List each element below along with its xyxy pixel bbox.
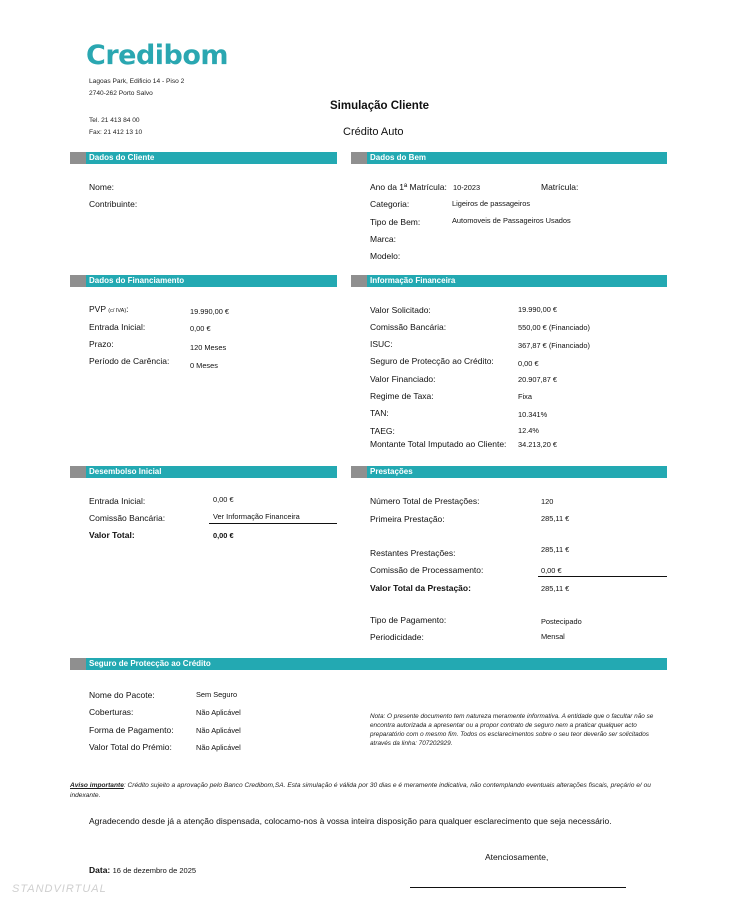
info-row-value: Fixa bbox=[518, 392, 532, 401]
seguro-forma-value: Não Aplicável bbox=[196, 726, 241, 735]
seguro-note: Nota: O presente documento tem natureza meramente informativa. A entidade que o facultar não se encontra autorizada a apresentar ou a propor contrato de seguro nem a praticar qualquer acto preparatório com o mesmo fim. Todos os esclarecimentos sobre o seu teor deverão ser solicitados através da linha: 707202929. bbox=[370, 713, 654, 747]
desembolso-comissao-label: Comissão Bancária: bbox=[89, 513, 166, 523]
prest-primeira-label: Primeira Prestação: bbox=[370, 514, 445, 524]
prest-num-value: 120 bbox=[541, 497, 554, 506]
prazo-label: Prazo: bbox=[89, 339, 114, 349]
prest-primeira-value: 285,11 € bbox=[541, 514, 570, 523]
section-header-financiamento: Dados do Financiamento bbox=[70, 275, 337, 287]
prestacoes-divider bbox=[538, 576, 667, 577]
desembolso-divider bbox=[209, 523, 337, 524]
info-row-label: Comissão Bancária: bbox=[370, 322, 447, 332]
company-address-line1: Lagoas Park, Edificio 14 - Piso 2 bbox=[89, 78, 185, 85]
info-row-value: 12.4% bbox=[518, 426, 539, 435]
info-row-label: TAEG: bbox=[370, 426, 395, 436]
info-row-value: 0,00 € bbox=[518, 359, 539, 368]
company-tel: Tel. 21 413 84 00 bbox=[89, 117, 140, 124]
cliente-nome-label: Nome: bbox=[89, 182, 115, 192]
bem-modelo-label: Modelo: bbox=[370, 251, 401, 261]
seguro-coberturas-label: Coberturas: bbox=[89, 707, 134, 717]
bem-categoria-label: Categoria: bbox=[370, 199, 410, 209]
section-header-info-financeira: Informação Financeira bbox=[351, 275, 667, 287]
agradecimento-text: Agradecendo desde já a atenção dispensada, colocamo-nos à vossa inteira disposição para qualquer esclarecimento que seja necessário. bbox=[89, 816, 612, 826]
info-row-label: Regime de Taxa: bbox=[370, 391, 434, 401]
prest-periodicidade-value: Mensal bbox=[541, 632, 565, 641]
prest-total-value: 285,11 € bbox=[541, 584, 570, 593]
prest-total-label: Valor Total da Prestação: bbox=[370, 583, 471, 593]
prest-comissao-value: 0,00 € bbox=[541, 566, 562, 575]
info-row-label: Valor Financiado: bbox=[370, 374, 436, 384]
info-row-label: Seguro de Protecção ao Crédito: bbox=[370, 356, 494, 366]
section-header-desembolso: Desembolso Inicial bbox=[70, 466, 337, 478]
info-row-value: 550,00 € (Financiado) bbox=[518, 323, 590, 332]
desembolso-entrada-label: Entrada Inicial: bbox=[89, 496, 146, 506]
prest-comissao-label: Comissão de Processamento: bbox=[370, 565, 484, 575]
info-row-value: 34.213,20 € bbox=[518, 440, 558, 449]
bem-ano-label: Ano da 1ª Matrícula: bbox=[370, 182, 447, 192]
section-header-cliente: Dados do Cliente bbox=[70, 152, 337, 164]
prest-periodicidade-label: Periodicidade: bbox=[370, 632, 424, 642]
atenciosamente-text: Atenciosamente, bbox=[485, 852, 549, 862]
pvp-value: 19.990,00 € bbox=[190, 307, 230, 316]
bem-matricula-label: Matrícula: bbox=[541, 182, 579, 192]
document-title: Simulação Cliente bbox=[330, 100, 430, 112]
credibom-logo: Credibom bbox=[86, 40, 229, 71]
info-row-value: 20.907,87 € bbox=[518, 375, 558, 384]
bem-categoria-value: Ligeiros de passageiros bbox=[452, 199, 531, 208]
info-row-value: 10.341% bbox=[518, 410, 548, 419]
cliente-contribuinte-label: Contribuinte: bbox=[89, 199, 138, 209]
info-row-label: TAN: bbox=[370, 408, 389, 418]
bem-tipo-value: Automoveis de Passageiros Usados bbox=[452, 216, 571, 225]
data-field: Data: 16 de dezembro de 2025 bbox=[89, 865, 197, 875]
prest-restantes-label: Restantes Prestações: bbox=[370, 548, 456, 558]
bem-marca-label: Marca: bbox=[370, 234, 396, 244]
carencia-label: Período de Carência: bbox=[89, 356, 170, 366]
document-subtitle: Crédito Auto bbox=[343, 126, 404, 138]
prest-tipo-label: Tipo de Pagamento: bbox=[370, 615, 447, 625]
aviso-importante: Aviso importante: Crédito sujeito a aprovação pelo Banco Credibom,SA. Esta simulação é válida por 30 dias e é meramente indicativa, não contemplando eventuais alterações fiscais, preçário e/ ou indexante. bbox=[70, 782, 651, 799]
signature-line bbox=[410, 887, 626, 888]
info-row-value: 367,87 € (Financiado) bbox=[518, 341, 590, 350]
pvp-label: PVP (c/ IVA): bbox=[89, 304, 129, 314]
info-row-label: Montante Total Imputado ao Cliente: bbox=[370, 439, 507, 449]
desembolso-total-value: 0,00 € bbox=[213, 531, 234, 540]
seguro-premio-label: Valor Total do Prémio: bbox=[89, 742, 172, 752]
desembolso-total-label: Valor Total: bbox=[89, 530, 135, 540]
entrada-label: Entrada Inicial: bbox=[89, 322, 146, 332]
standvirtual-watermark: STANDVIRTUAL bbox=[12, 883, 107, 895]
desembolso-comissao-value: Ver Informação Financeira bbox=[213, 512, 300, 521]
section-header-prestacoes: Prestações bbox=[351, 466, 667, 478]
section-header-seguro: Seguro de Protecção ao Crédito bbox=[70, 658, 667, 670]
prest-tipo-value: Postecipado bbox=[541, 617, 582, 626]
seguro-pacote-label: Nome do Pacote: bbox=[89, 690, 155, 700]
prazo-value: 120 Meses bbox=[190, 343, 227, 352]
bem-ano-value: 10-2023 bbox=[453, 183, 481, 192]
seguro-forma-label: Forma de Pagamento: bbox=[89, 725, 174, 735]
company-fax: Fax: 21 412 13 10 bbox=[89, 129, 143, 136]
info-row-value: 19.990,00 € bbox=[518, 305, 558, 314]
seguro-pacote-value: Sem Seguro bbox=[196, 690, 238, 699]
seguro-premio-value: Não Aplicável bbox=[196, 743, 241, 752]
prest-restantes-value: 285,11 € bbox=[541, 545, 570, 554]
seguro-coberturas-value: Não Aplicável bbox=[196, 708, 241, 717]
entrada-value: 0,00 € bbox=[190, 324, 211, 333]
desembolso-entrada-value: 0,00 € bbox=[213, 495, 234, 504]
carencia-value: 0 Meses bbox=[190, 361, 218, 370]
company-address-line2: 2740-262 Porto Salvo bbox=[89, 90, 153, 97]
info-row-label: ISUC: bbox=[370, 339, 393, 349]
info-row-label: Valor Solicitado: bbox=[370, 305, 431, 315]
section-header-bem: Dados do Bem bbox=[351, 152, 667, 164]
bem-tipo-label: Tipo de Bem: bbox=[370, 217, 421, 227]
prest-num-label: Número Total de Prestações: bbox=[370, 496, 480, 506]
